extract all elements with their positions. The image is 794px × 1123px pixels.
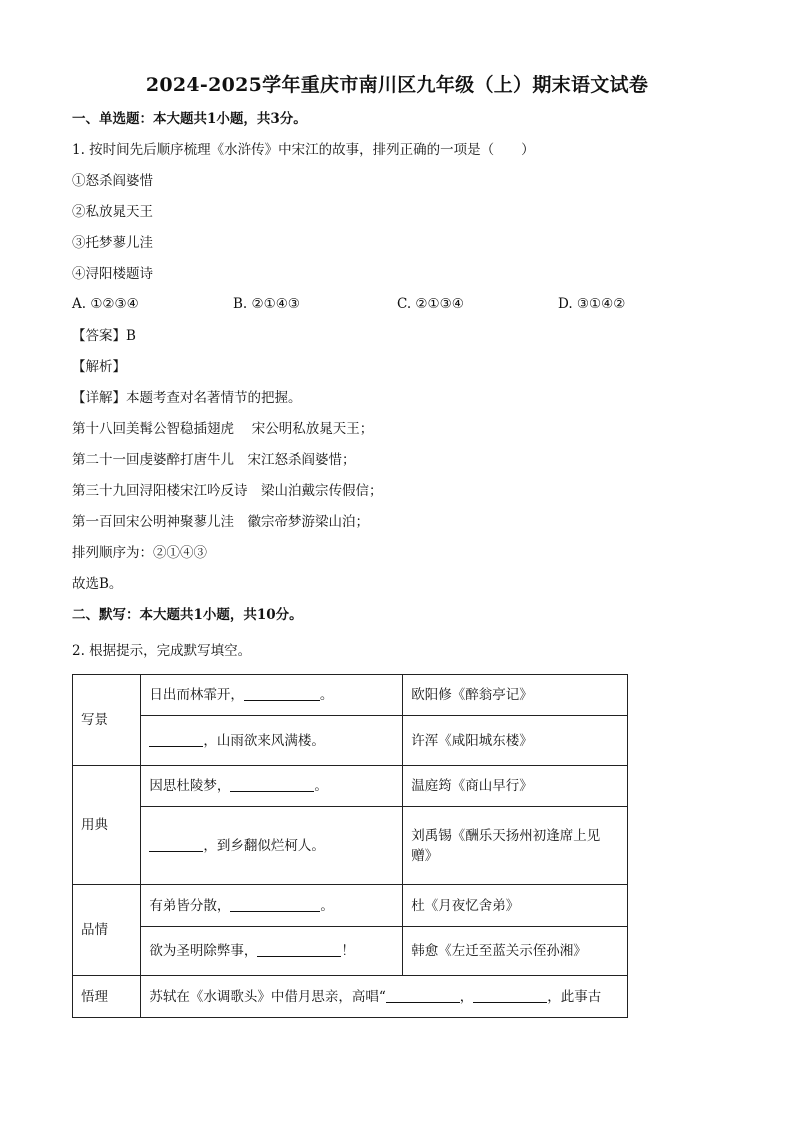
option-d: D. ③①④② bbox=[558, 296, 626, 312]
verse-cell bbox=[141, 766, 403, 807]
verse-cell bbox=[141, 885, 403, 927]
question-2: 2. 根据提示，完成默写填空。 bbox=[72, 643, 252, 659]
verse-cell bbox=[141, 675, 403, 716]
order-line: 排列顺序为：②①④③ bbox=[72, 545, 207, 561]
question-1: 1. 按时间先后顺序梳理《水浒传》中宋江的故事，排列正确的一项是（ ） bbox=[72, 142, 535, 158]
answer-label: 【答案】B bbox=[72, 328, 136, 344]
category-cell: 写景 bbox=[73, 675, 141, 766]
source-cell: 刘禹锡《酬乐天扬州初逢席上见赠》 bbox=[403, 807, 628, 885]
verse-text: 欲为圣明除弊事， bbox=[149, 943, 258, 959]
verse-text: 日出而林霏开， bbox=[149, 687, 244, 703]
verse-text: ，此事古 bbox=[547, 988, 602, 1005]
source-cell: 韩愈《左迁至蓝关示侄孙湘》 bbox=[403, 927, 628, 976]
section2-heading: 二、默写：本大题共1小题，共10分。 bbox=[72, 607, 303, 623]
fill-blank[interactable] bbox=[244, 686, 320, 701]
verse-text: 因思杜陵梦， bbox=[149, 778, 231, 794]
category-cell: 悟理 bbox=[73, 976, 141, 1018]
category-cell: 用典 bbox=[73, 766, 141, 885]
verse-text: ， bbox=[459, 988, 474, 1005]
verse-cell bbox=[141, 807, 403, 885]
analysis-label: 【解析】 bbox=[72, 359, 126, 375]
category-cell: 品情 bbox=[73, 885, 141, 976]
fill-blank[interactable] bbox=[473, 988, 547, 1003]
verse-text: ！ bbox=[341, 943, 355, 959]
fill-blank[interactable] bbox=[257, 942, 341, 957]
option-c: C. ②①③④ bbox=[397, 296, 464, 312]
source-cell: 温庭筠《商山早行》 bbox=[403, 766, 628, 807]
answer-options bbox=[72, 296, 672, 314]
option-a: A. ①②③④ bbox=[72, 296, 139, 312]
fill-blank[interactable] bbox=[149, 837, 203, 852]
fill-blank[interactable] bbox=[230, 777, 314, 792]
verse-text: 。 bbox=[319, 687, 334, 703]
conclusion-line: 故选B。 bbox=[72, 576, 123, 592]
verse-cell bbox=[141, 716, 403, 766]
fill-blank[interactable] bbox=[230, 897, 320, 912]
dictation-table bbox=[72, 674, 628, 1018]
verse-text: 。 bbox=[314, 778, 328, 794]
fill-blank[interactable] bbox=[386, 988, 460, 1003]
story-item: ③托梦蓼儿洼 bbox=[72, 235, 153, 251]
verse-text: ，山雨欲来风满楼。 bbox=[203, 732, 325, 749]
section1-heading: 一、单选题：本大题共1小题，共3分。 bbox=[72, 111, 307, 127]
verse-text: 。 bbox=[320, 897, 334, 914]
fill-blank[interactable] bbox=[149, 732, 203, 747]
story-item: ①怒杀阎婆惜 bbox=[72, 173, 153, 189]
source-cell: 欧阳修《醉翁亭记》 bbox=[403, 675, 628, 716]
chapter-line: 第二十一回虔婆醉打唐牛儿 宋江怒杀阎婆惜； bbox=[72, 452, 356, 468]
verse-text: ，到乡翻似烂柯人。 bbox=[203, 837, 325, 854]
chapter-line: 第三十九回浔阳楼宋江吟反诗 梁山泊戴宗传假信； bbox=[72, 483, 383, 499]
detail-text: 【详解】本题考查对名著情节的把握。 bbox=[72, 390, 302, 406]
verse-cell bbox=[141, 976, 628, 1018]
story-item: ②私放晁天王 bbox=[72, 204, 153, 220]
verse-cell bbox=[141, 927, 403, 976]
verse-text: 苏轼在《水调歌头》中借月思亲，高唱“ bbox=[149, 988, 386, 1005]
source-cell: 许浑《咸阳城东楼》 bbox=[403, 716, 628, 766]
source-cell: 杜《月夜忆舍弟》 bbox=[403, 885, 628, 927]
story-item: ④浔阳楼题诗 bbox=[72, 266, 153, 282]
option-b: B. ②①④③ bbox=[233, 296, 300, 312]
chapter-line: 第一百回宋公明神聚蓼儿洼 徽宗帝梦游梁山泊； bbox=[72, 514, 369, 530]
page-title: 2024-2025学年重庆市南川区九年级（上）期末语文试卷 bbox=[145, 74, 649, 96]
verse-text: 有弟皆分散， bbox=[149, 897, 231, 914]
chapter-line: 第十八回美髯公智稳插翅虎 宋公明私放晁天王； bbox=[72, 421, 374, 437]
